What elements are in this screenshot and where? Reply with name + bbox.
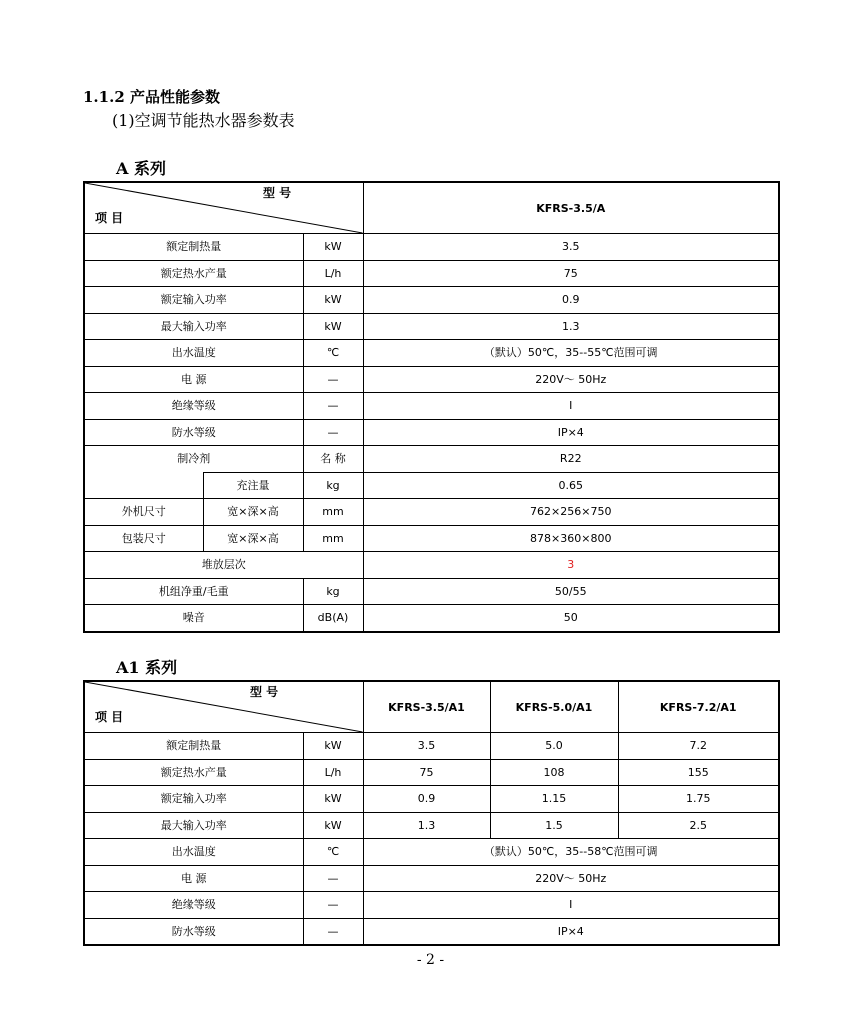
row-value: I [363, 892, 779, 919]
row-label: 绝缘等级 [84, 393, 303, 420]
row-value: 220V～ 50Hz [363, 865, 779, 892]
row-value: 1.15 [490, 786, 618, 813]
table-a1-title: A1 系列 [116, 658, 178, 677]
diagonal-line [85, 183, 363, 233]
header-item-label: 项 目 [95, 710, 124, 724]
row-value: 3.5 [363, 733, 490, 760]
table-row [84, 892, 779, 919]
row-value: 2.5 [618, 812, 779, 839]
row-label: 额定制热量 [84, 234, 303, 261]
table-row [84, 525, 779, 552]
row-unit: kW [303, 786, 363, 813]
row-unit: — [303, 393, 363, 420]
row-label: 出水温度 [84, 340, 303, 367]
outdoor-dim-label: 宽×深×高 [203, 499, 303, 526]
row-unit: kW [303, 733, 363, 760]
stack-value: 3 [363, 552, 779, 579]
row-label: 防水等级 [84, 419, 303, 446]
table-row [84, 552, 779, 579]
noise-label: 噪音 [84, 605, 303, 632]
table-row [84, 786, 779, 813]
package-size-label: 包装尺寸 [84, 525, 203, 552]
diagonal-line [85, 682, 363, 732]
table-row [84, 578, 779, 605]
noise-value: 50 [363, 605, 779, 632]
row-label: 绝缘等级 [84, 892, 303, 919]
row-unit: — [303, 918, 363, 945]
row-unit: kW [303, 313, 363, 340]
row-value: （默认）50℃，35--58℃范围可调 [363, 839, 779, 866]
charge-label: 充注量 [203, 472, 303, 499]
refrigerant-name-value: R22 [363, 446, 779, 473]
row-value: 155 [618, 759, 779, 786]
table-a [83, 181, 780, 633]
row-unit: L/h [303, 260, 363, 287]
row-value: 1.3 [363, 313, 779, 340]
table-row [84, 865, 779, 892]
charge-value: 0.65 [363, 472, 779, 499]
row-value: 3.5 [363, 234, 779, 261]
row-value: 5.0 [490, 733, 618, 760]
table-row [84, 393, 779, 420]
row-label: 额定输入功率 [84, 786, 303, 813]
table-row [84, 759, 779, 786]
row-label: 额定输入功率 [84, 287, 303, 314]
row-label: 电 源 [84, 366, 303, 393]
row-value: 75 [363, 260, 779, 287]
row-value: IP×4 [363, 918, 779, 945]
row-label: 额定热水产量 [84, 759, 303, 786]
table-row [84, 499, 779, 526]
refrigerant-name-unit: 名 称 [303, 446, 363, 473]
row-value: IP×4 [363, 419, 779, 446]
table-row [84, 234, 779, 261]
row-label: 最大输入功率 [84, 812, 303, 839]
table-row [84, 812, 779, 839]
table-a-title: A 系列 [116, 159, 166, 178]
row-unit: — [303, 419, 363, 446]
row-label: 防水等级 [84, 918, 303, 945]
charge-unit: kg [303, 472, 363, 499]
row-value: （默认）50℃，35--55℃范围可调 [363, 340, 779, 367]
header-model-label: 型 号 [250, 685, 279, 699]
refrigerant-label: 制冷剂 [84, 446, 303, 473]
table-a-header-cell [84, 182, 363, 234]
row-label: 最大输入功率 [84, 313, 303, 340]
page-number: - 2 - [416, 952, 445, 968]
row-label: 额定制热量 [84, 733, 303, 760]
row-value: 108 [490, 759, 618, 786]
row-value: 1.5 [490, 812, 618, 839]
package-value: 878×360×800 [363, 525, 779, 552]
table-row [84, 260, 779, 287]
header-model-label: 型 号 [263, 186, 292, 200]
row-unit: kW [303, 812, 363, 839]
table-row [84, 419, 779, 446]
row-value: 0.9 [363, 287, 779, 314]
table-row [84, 340, 779, 367]
outdoor-size-label: 外机尺寸 [84, 499, 203, 526]
table-row [84, 472, 779, 499]
row-label: 出水温度 [84, 839, 303, 866]
header-item-label: 项 目 [95, 211, 124, 225]
table-row [84, 366, 779, 393]
weight-label: 机组净重/毛重 [84, 578, 303, 605]
section-heading: 1.1.2 产品性能参数 [83, 88, 220, 106]
table-a1-header-cell [84, 681, 363, 733]
table-row [84, 287, 779, 314]
table-row [84, 918, 779, 945]
model-header: KFRS-5.0/A1 [490, 681, 618, 733]
row-label: 电 源 [84, 865, 303, 892]
row-unit: ℃ [303, 340, 363, 367]
table-row [84, 446, 779, 473]
weight-value: 50/55 [363, 578, 779, 605]
weight-unit: kg [303, 578, 363, 605]
row-unit: kW [303, 234, 363, 261]
row-unit: — [303, 366, 363, 393]
row-value: 7.2 [618, 733, 779, 760]
row-unit: kW [303, 287, 363, 314]
table-row [84, 313, 779, 340]
row-value: I [363, 393, 779, 420]
row-unit: — [303, 892, 363, 919]
row-label: 额定热水产量 [84, 260, 303, 287]
package-unit: mm [303, 525, 363, 552]
package-dim-label: 宽×深×高 [203, 525, 303, 552]
row-unit: L/h [303, 759, 363, 786]
stack-label: 堆放层次 [84, 552, 363, 579]
table-row [84, 839, 779, 866]
table-row [84, 605, 779, 632]
row-unit: ℃ [303, 839, 363, 866]
section-subheading: (1)空调节能热水器参数表 [112, 111, 295, 130]
model-header: KFRS-3.5/A1 [363, 681, 490, 733]
model-header: KFRS-3.5/A [363, 182, 779, 234]
row-value: 75 [363, 759, 490, 786]
blank-cell [84, 472, 203, 499]
model-header: KFRS-7.2/A1 [618, 681, 779, 733]
row-value: 1.3 [363, 812, 490, 839]
row-value: 1.75 [618, 786, 779, 813]
table-row [84, 733, 779, 760]
outdoor-unit: mm [303, 499, 363, 526]
row-unit: — [303, 865, 363, 892]
noise-unit: dB(A) [303, 605, 363, 632]
row-value: 0.9 [363, 786, 490, 813]
outdoor-value: 762×256×750 [363, 499, 779, 526]
table-a1 [83, 680, 780, 946]
row-value: 220V～ 50Hz [363, 366, 779, 393]
